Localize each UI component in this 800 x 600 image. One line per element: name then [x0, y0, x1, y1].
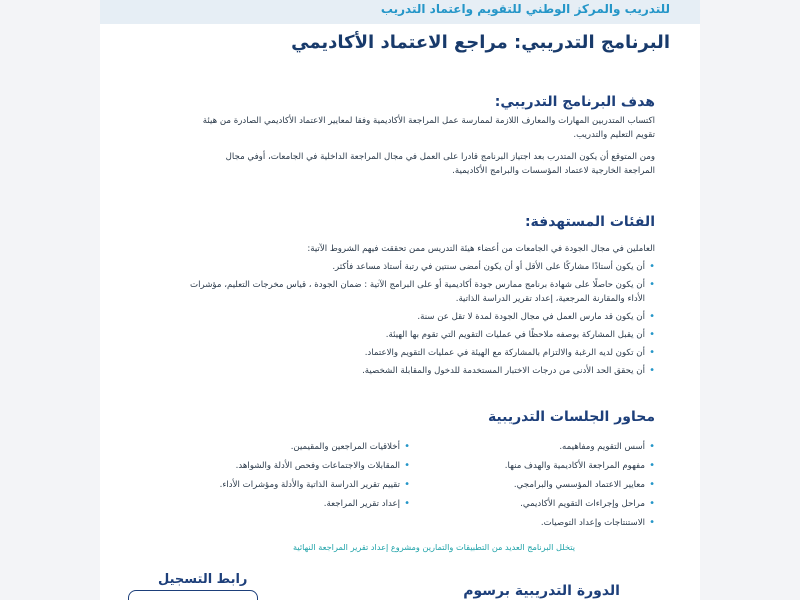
- register-label: رابط التسجيل: [158, 572, 248, 587]
- list-item: • أسس التقويم ومفاهيمه.: [430, 440, 655, 454]
- goal-title: هدف البرنامج التدريبي:: [494, 94, 655, 110]
- list-item: • تقييم تقرير الدراسة الذاتية والأدلة ومؤشرات الأداء.: [185, 478, 410, 492]
- right-margin: [700, 0, 800, 600]
- list-item: • أن يكون حاصلًا على شهادة برنامج ممارس جودة أكاديمية أو على البرامج الآتية : ضمان الجودة ، قياس مخرجات التعليم، مؤشرات الأداء والمقارنة المرجعية، إعداد تقرير الدراسة الذاتية.: [185, 278, 655, 306]
- register-link-box[interactable]: [128, 590, 258, 600]
- group-icon: [698, 205, 700, 259]
- axes-title: محاور الجلسات التدريبية: [487, 409, 655, 425]
- axes-list-left: [185, 440, 410, 516]
- list-item: • الاستنتاجات وإعداد التوصيات.: [430, 516, 655, 530]
- target-list: [185, 260, 655, 382]
- list-item: • أن يقبل المشاركة بوصفه ملاحظًا في عمليات التقويم التي تقوم بها الهيئة.: [185, 328, 655, 342]
- header-line: للتدريب والمركز الوطني للتقويم واعتماد التدريب: [380, 2, 670, 16]
- axes-list-right: [430, 440, 655, 535]
- list-item: • إعداد تقرير المراجعة.: [185, 497, 410, 511]
- target-title: الفئات المستهدفة:: [524, 214, 655, 230]
- list-item: • أن يحقق الحد الأدنى من درجات الاختبار المستخدمة للدخول والمقابلة الشخصية.: [185, 364, 655, 378]
- goal-paragraph-2: ومن المتوقع أن يكون المتدرب بعد اجتياز البرنامج قادرا على العمل في مجال المراجعة الداخلية في الجامعات، أوفي مجال المراجعة الخارجية لاعتماد المؤسسات والبرامج الأكاديمية.: [225, 152, 655, 176]
- page-title: البرنامج التدريبي: مراجع الاعتماد الأكاديمي: [291, 32, 670, 53]
- document-page: [100, 0, 700, 600]
- list-item: • مفهوم المراجعة الأكاديمية والهدف منها.: [430, 459, 655, 473]
- axes-note: يتخلل البرنامج العديد من التطبيقات والتمارين ومشروع إعداد تقرير المراجعة النهائية: [293, 542, 575, 552]
- left-margin: [0, 0, 100, 600]
- list-item: • معايير الاعتماد المؤسسي والبرامجي.: [430, 478, 655, 492]
- list-item: • المقابلات والاجتماعات وفحص الأدلة والشواهد.: [185, 459, 410, 473]
- list-item: • أن يكون قد مارس العمل في مجال الجودة لمدة لا تقل عن سنة.: [185, 310, 655, 324]
- goal-paragraph-1: اكتساب المتدربين المهارات والمعارف اللازمة لممارسة عمل المراجعة الأكاديمية وفقا لمعايير الاعتماد الأكاديمي الصادرة من هيئة تقويم التعليم والتدريب.: [202, 116, 655, 140]
- target-intro: العاملين في مجال الجودة في الجامعات من أعضاء هيئة التدريس ممن تحققت فيهم الشروط الآتية:: [307, 244, 655, 254]
- list-item: • أن يكون أستاذًا مشاركًا على الأقل أو أن يكون أمضى سنتين في رتبة أستاذ مساعد فأكثر.: [185, 260, 655, 274]
- list-item: • أن تكون لديه الرغبة والالتزام بالمشاركة مع الهيئة في عمليات التقويم والاعتماد.: [185, 346, 655, 360]
- list-item: • أخلاقيات المراجعين والمقيمين.: [185, 440, 410, 454]
- fee-title: الدورة التدريبية برسوم: [463, 583, 620, 599]
- list-item: • مراحل وإجراءات التقويم الأكاديمي.: [430, 497, 655, 511]
